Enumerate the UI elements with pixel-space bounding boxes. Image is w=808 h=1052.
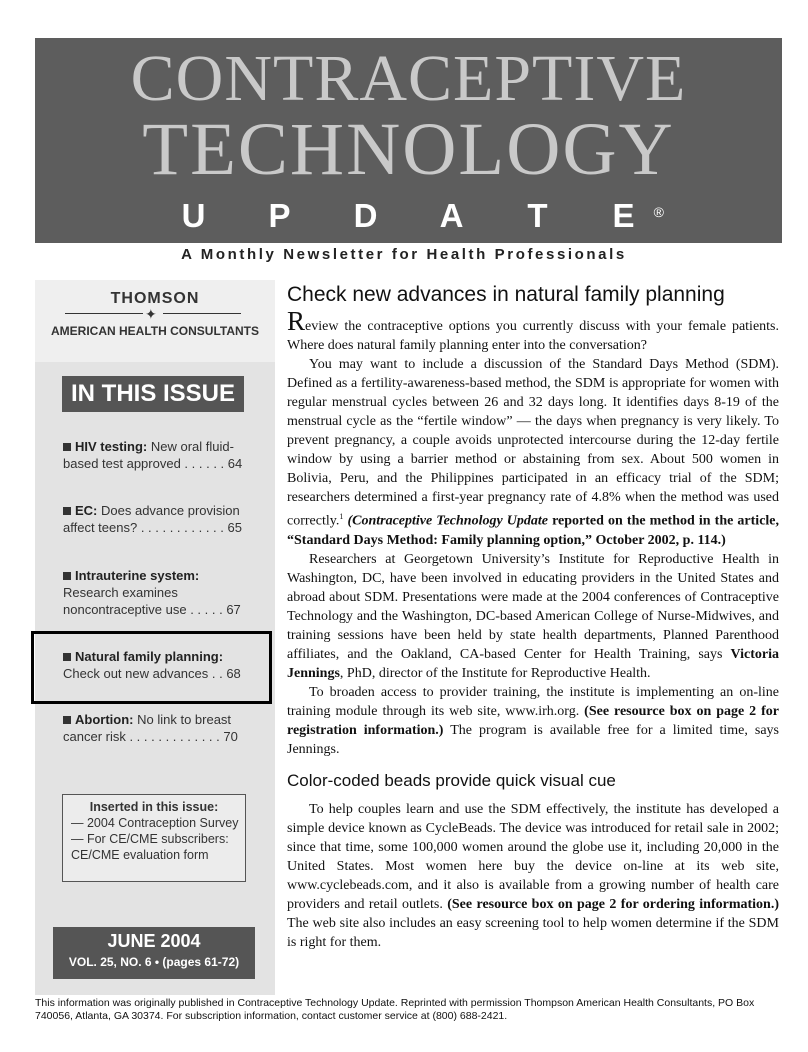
- paragraph-text: , PhD, director of the Institute for Reproductive Health.: [339, 665, 651, 681]
- brand-thomson: THOMSON: [110, 290, 200, 307]
- logo-rule-left: [65, 313, 143, 314]
- inserted-line: — 2004 Contraception Survey: [71, 816, 239, 830]
- resource-note: (See resource box on page 2 for registration information.): [287, 703, 780, 738]
- toc-item[interactable]: [63, 438, 258, 472]
- star-icon: ✦: [145, 306, 157, 322]
- resource-note: (See resource box on page 2 for ordering information.): [447, 896, 780, 912]
- registered-mark: ®: [653, 204, 664, 220]
- in-this-issue-heading: IN THIS ISSUE: [62, 376, 244, 412]
- paragraph-text: The program is available free for a limited time, says Jennings.: [287, 722, 779, 757]
- toc-item-title: Natural family planning:: [75, 649, 224, 664]
- toc-item[interactable]: [63, 502, 258, 536]
- paragraph-text: To help couples learn and use the SDM effectively, the institute has developed a simple device known as CycleBeads. The device was introduced for retail sale in 2002; since that time, some 100,000 women around the globe use it, including 20,000 in the United States. Most women here buy the device on-line at its web site, www.cyclebeads.com, and it also is available from a growing number of health care providers and retail outlets.: [287, 801, 779, 912]
- toc-item-title: Intrauterine system:: [75, 568, 200, 583]
- paragraph-text: The web site also includes an easy screening tool to help women determine if the SDM is right for them.: [287, 915, 779, 950]
- toc-item[interactable]: [63, 711, 258, 745]
- cross-reference: reported on the method in the article, “Standard Days Method: Family planning option,” October 2002, p. 114.): [287, 513, 780, 548]
- masthead: [35, 38, 782, 243]
- update-letter: P: [268, 197, 291, 234]
- article-paragraph: [287, 306, 779, 355]
- article-paragraph: [287, 355, 779, 550]
- issue-date: JUNE 2004: [107, 931, 201, 951]
- toc-item-text: Check out new advances . . 68: [63, 666, 241, 681]
- update-letter: T: [527, 197, 548, 234]
- square-bullet-icon: [63, 507, 71, 515]
- article-paragraph: [287, 550, 779, 683]
- masthead-tagline: A Monthly Newsletter for Health Professionals: [181, 246, 627, 263]
- article-paragraph: [287, 800, 779, 952]
- logo-rule-right: [163, 313, 241, 314]
- toc-item-text: New oral fluid-based test approved . . . . . . 64: [63, 439, 243, 471]
- publisher-logo: [35, 280, 275, 362]
- publication-ref: (Contraceptive Technology Update: [347, 513, 548, 529]
- footnote-ref: 1: [339, 512, 344, 521]
- person-name: Victoria Jennings: [287, 646, 779, 681]
- paragraph-text: You may want to include a discussion of the Standard Days Method (SDM). Defined as a fertility-awareness-based method, the SDM is appropriate for women with regular menstrual cycles between 26 and 32 days long. It identifies days 8-19 of the menstrual cycle as the “fertile window” — the days when pregnancy is very likely. To prevent pregnancy, a couple avoids unprotected intercourse during the 12-day fertile window by using a barrier method or abstaining from sex. About 500 women in Bolivia, Peru, and the Philippines participated in an efficacy trial of the SDM; researchers determined a first-year pregnancy rate of 4.8% when the method was used correctly.: [287, 357, 779, 529]
- toc-item-text: No link to breast cancer risk . . . . . . . . . . . . . 70: [63, 712, 238, 744]
- update-letter: A: [439, 197, 464, 234]
- article-headline: Check new advances in natural family planning: [287, 283, 725, 306]
- paragraph-text: eview the contraceptive options you currently discuss with your female patients. Where does natural family planning enter into the conversation?: [287, 319, 779, 353]
- inserted-heading: Inserted in this issue:: [89, 800, 219, 814]
- update-letter: D: [353, 197, 378, 234]
- toc-item-text: Does advance provision affect teens? . . . . . . . . . . . . 65: [63, 503, 242, 535]
- drop-cap: R: [287, 306, 306, 336]
- toc-item-text: Research examines noncontraceptive use . . . . . 67: [63, 585, 241, 617]
- article: [287, 282, 779, 952]
- article-subhead: Color-coded beads provide quick visual cue: [287, 770, 616, 790]
- footer-notice: This information was originally published in Contraceptive Technology Update. Reprinted with permission Thompson American Health Consultants, PO Box 740056, Atlanta, GA 30374. For subscription information, contact customer service at (800) 688-2421.: [35, 997, 755, 1022]
- masthead-update: [35, 196, 782, 236]
- square-bullet-icon: [63, 572, 71, 580]
- highlight-frame: [31, 631, 272, 704]
- square-bullet-icon: [63, 716, 71, 724]
- masthead-title-line1: CONTRACEPTIVE: [130, 42, 687, 115]
- inserted-box: [62, 794, 246, 882]
- toc-item-title: Abortion:: [75, 712, 134, 727]
- update-letter: U: [181, 197, 206, 234]
- square-bullet-icon: [63, 443, 71, 451]
- article-paragraph: [287, 683, 779, 759]
- issue-date-box: [53, 927, 255, 979]
- toc-item[interactable]: [63, 567, 258, 618]
- paragraph-text: To broaden access to provider training, the institute is implementing an on-line training module through its web site, www.irh.org.: [287, 684, 779, 719]
- masthead-title-line2: TECHNOLOGY: [142, 108, 675, 191]
- paragraph-text: Researchers at Georgetown University’s Institute for Reproductive Health in Washington, DC, have been involved in educating providers in the United States and abroad about SDM. Presentations were made at the 2004 conferences of Contraceptive Technology and the Washington, DC-based American College of Nurse-Midwives, and training sessions have been held by state health departments, Planned Parenthood affiliates, and the Oakland, CA-based Center for Health Training, says: [287, 551, 779, 662]
- toc-item-title: HIV testing:: [75, 439, 148, 454]
- brand-ahc: AMERICAN HEALTH CONSULTANTS: [51, 324, 259, 338]
- toc-item-title: EC:: [75, 503, 98, 518]
- inserted-line: — For CE/CME subscribers: CE/CME evaluation form: [71, 832, 229, 862]
- update-letter: E: [612, 197, 635, 234]
- issue-volume: VOL. 25, NO. 6 • (pages 61-72): [68, 955, 240, 969]
